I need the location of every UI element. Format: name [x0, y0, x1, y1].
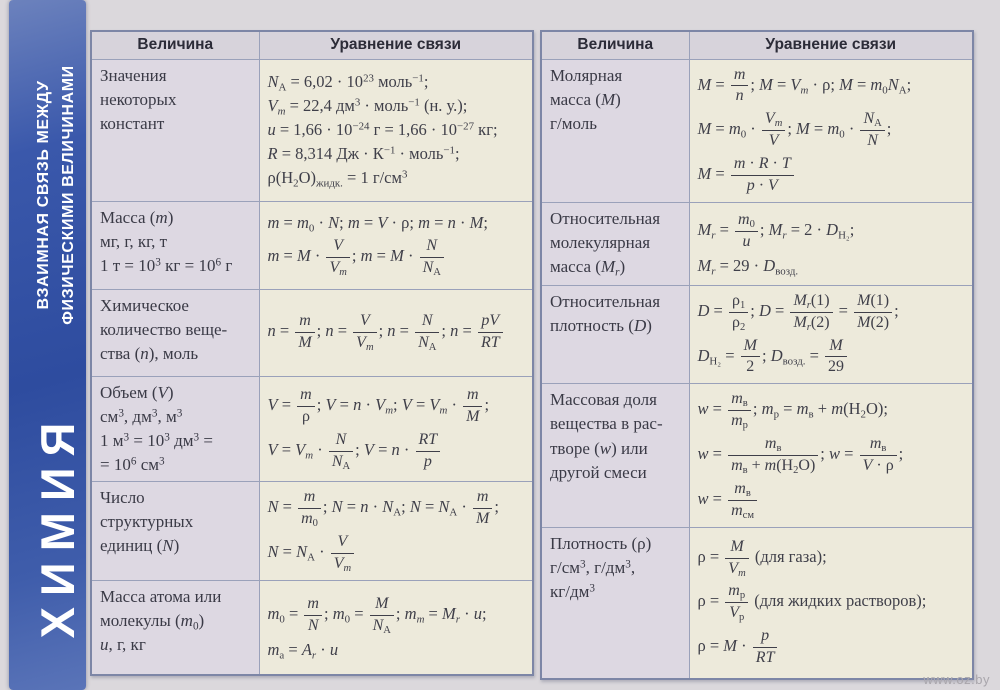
- quantity-cell-density: Плотность (ρ) $г/см^3$, $г/дм^3$, $кг/дм^3$: [541, 527, 689, 679]
- sidebar-subtitle-line1: ВЗАИМНАЯ СВЯЗЬ МЕЖДУ: [35, 80, 53, 310]
- sidebar-title: ХИМИЯ: [30, 411, 84, 639]
- formula-cell-mass-fraction: w = $m_в$ $m_р$ ; $m_р = m_в + m(H_2O)$; w = $m_в$ $m_в + m(H_2O)$ ; w = $m_в$ V · ρ ; w = $m_в$ $m_{см}$: [689, 384, 973, 527]
- table-row: [91, 482, 533, 581]
- table-row: [541, 384, 973, 527]
- quantity-cell-atom-mass: Масса атома или молекулы $(m_0)$ u, г, кг: [91, 580, 259, 675]
- left-formula-table: [90, 30, 534, 676]
- sidebar-subtitle: [19, 15, 95, 375]
- watermark: www.oz.by: [923, 672, 990, 687]
- quantity-cell-amount: Химическое количество веще- ства (n), моль: [91, 289, 259, 376]
- right-formula-table: [540, 30, 974, 680]
- sidebar-subtitle-line2: ФИЗИЧЕСКИМИ ВЕЛИЧИНАМИ: [60, 65, 77, 325]
- quantity-cell-units-number: Число структурных единиц (N): [91, 482, 259, 581]
- quantity-cell-volume: Объем (V) $см^3$, $дм^3$, $м^3$ 1 $м^3 = 10^3$ $дм^3$ = = $10^6$ $см^3$: [91, 376, 259, 482]
- quantity-cell-molar-mass: Молярная масса (M) г/моль: [541, 59, 689, 202]
- table-row: [91, 289, 533, 376]
- table-row: [541, 285, 973, 384]
- quantity-cell-relative-molecular-mass: Относительная молекулярная масса $(M_r)$: [541, 202, 689, 285]
- right-header-quantity: Величина: [541, 31, 689, 59]
- left-header-quantity: Величина: [91, 31, 259, 59]
- right-header-equation: Уравнение связи: [689, 31, 973, 59]
- table-row: [541, 59, 973, 202]
- table-row: [541, 202, 973, 285]
- quantity-cell-mass-fraction: Массовая доля вещества в рас- творе (w) или другой смеси: [541, 384, 689, 527]
- formula-cell-mass: $m = m_0 \cdot N$; m = V · ρ; m = n · M; m = M · $\frac{V}{V_m}$ ; m = M · $\frac{N}{N_A}$: [259, 201, 533, 289]
- formula-cell-amount: n = $\frac{m}{M}$ ; n = $\frac{V}{V_m}$ ; n = $\frac{N}{N_A}$ ; n = $\frac{pV}{RT}$: [259, 289, 533, 376]
- sidebar: [9, 0, 86, 690]
- table-row: [91, 59, 533, 201]
- formula-cell-density: ρ = $\frac{M}{V_m}$ (для газа); ρ = $m_р$ $V_р$ (для жидких растворов); ρ = M · $\frac{p}{RT}$: [689, 527, 973, 679]
- quantity-cell-relative-density: Относительная плотность (D): [541, 285, 689, 384]
- formula-cell-molar-mass: M = $\frac{m}{n}$ ; $M = V_m \cdot \rho$; $M = m_0N_A$; $M = m_0$ · $\frac{V_m}{V}$ ; $M = m_0$ · $\frac{N_A}{N}$ ; M = $\frac{m \cdot R \cdot T}{p \cdot V}$: [689, 59, 973, 202]
- table-row: [91, 580, 533, 675]
- quantity-cell-constants: Значения некоторых констант: [91, 59, 259, 201]
- left-header-equation: Уравнение связи: [259, 31, 533, 59]
- formula-cell-relative-density: D = $\frac{\rho_1}{\rho_2}$ ; D = $\frac{M_r(1)}{M_r(2)}$ = $\frac{M(1)}{M(2)}$ ; $D_{H_2}$ = $\frac{M}{2}$ ; $D_{возд.}$ = $\frac{M}{29}$: [689, 285, 973, 384]
- formula-cell-constants: $N_A = 6,02 \cdot 10^{23}$ моль$^{-1}$; $V_m = 22,4$ $дм^3$ · моль$^{-1}$ (н. у.); $u = 1,66 \cdot 10^{-24}$ $г = 1,66 \cdot 10^{-27}$ кг; R = 8,314 Дж · $К^{-1}$ · моль$^{-1}$; $\rho(H_2O)_{жидк.} = 1$ $г/см^3$: [259, 59, 533, 201]
- quantity-cell-mass: Масса (m) мг, г, кг, т 1 $т = 10^3$ кг = $10^6$ г: [91, 201, 259, 289]
- formula-cell-volume: V = $\frac{m}{\rho}$ ; $V = n \cdot V_m$; $V = V_m$ · $\frac{m}{M}$ ; $V = V_m$ · $\frac{N}{N_A}$ ; V = n · $\frac{RT}{p}$: [259, 376, 533, 482]
- formula-cell-units-number: N = $\frac{m}{m_0}$ ; $N = n \cdot N_A$; $N = N_A$ · $\frac{m}{M}$ ; $N = N_A$ · $\frac{V}{V_m}$: [259, 482, 533, 581]
- table-row: [91, 376, 533, 482]
- formula-cell-atom-mass: $m_0$ = $\frac{m}{N}$ ; $m_0$ = $\frac{M}{N_A}$ ; $m_m = M_r \cdot u$; $m_a = A_r \cdot u$: [259, 580, 533, 675]
- table-row: [541, 527, 973, 679]
- table-row: [91, 201, 533, 289]
- formula-cell-relative-molecular-mass: $M_r$ = $\frac{m_0}{u}$ ; $M_r = 2 \cdot D_{H_2}$; $M_r = 29 \cdot D_{возд.}$: [689, 202, 973, 285]
